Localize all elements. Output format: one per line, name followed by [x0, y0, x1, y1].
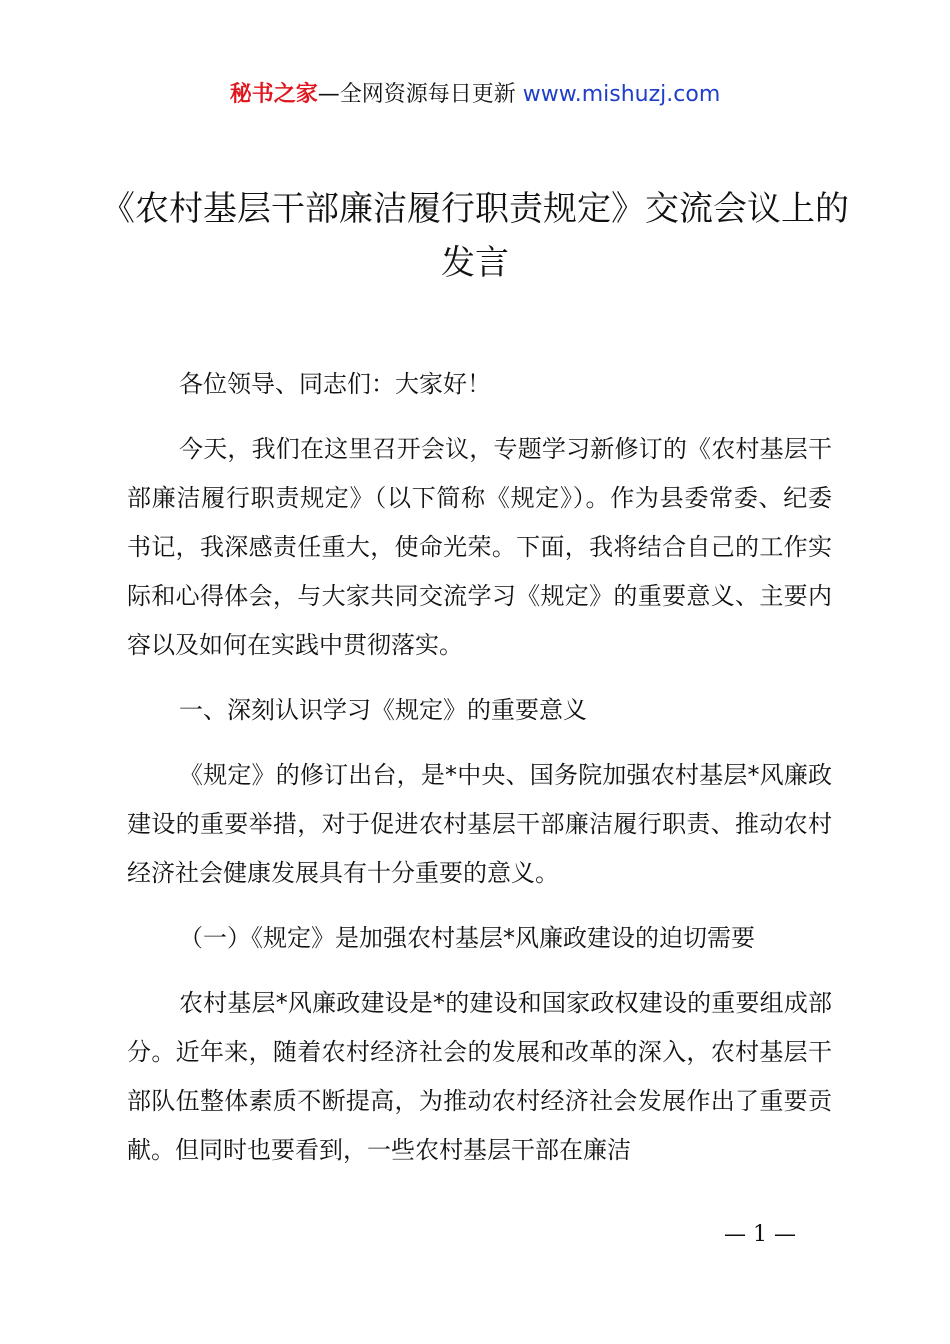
site-tagline: —全网资源每日更新: [317, 82, 523, 107]
site-header: [0, 78, 950, 112]
site-url-link[interactable]: www.mishuzj.com: [522, 82, 721, 107]
section-1-paragraph: 《规定》的修订出台，是*中央、国务院加强农村基层*风廉政建设的重要举措，对于促进农村基层干部廉洁履行职责、推动农村经济社会健康发展具有十分重要的意义。: [127, 761, 832, 887]
page-number: — 1 —: [724, 1222, 796, 1247]
site-brand: 秘书之家: [229, 82, 318, 107]
subsection-1-paragraph: 农村基层*风廉政建设是*的建设和国家政权建设的重要组成部分。近年来，随着农村经济社会的发展和改革的深入，农村基层干部队伍整体素质不断提高，为推动农村经济社会发展作出了重要贡献。但同时也要看到，一些农村基层干部在廉洁: [127, 989, 832, 1164]
greeting-paragraph: 各位领导、同志们：大家好！: [179, 370, 491, 398]
subsection-heading-1: （一）《规定》是加强农村基层*风廉政建设的迫切需要: [179, 924, 755, 952]
intro-paragraph: 今天，我们在这里召开会议，专题学习新修订的《农村基层干部廉洁履行职责规定》（以下简称《规定》）。作为县委常委、纪委书记，我深感责任重大，使命光荣。下面，我将结合自己的工作实际和心得体会，与大家共同交流学习《规定》的重要意义、主要内容以及如何在实践中贯彻落实。: [127, 435, 832, 659]
document-title: 《农村基层干部廉洁履行职责规定》交流会议上的发言: [101, 189, 849, 283]
section-heading-1: 一、深刻认识学习《规定》的重要意义: [179, 696, 587, 724]
document-body: [127, 360, 832, 1191]
